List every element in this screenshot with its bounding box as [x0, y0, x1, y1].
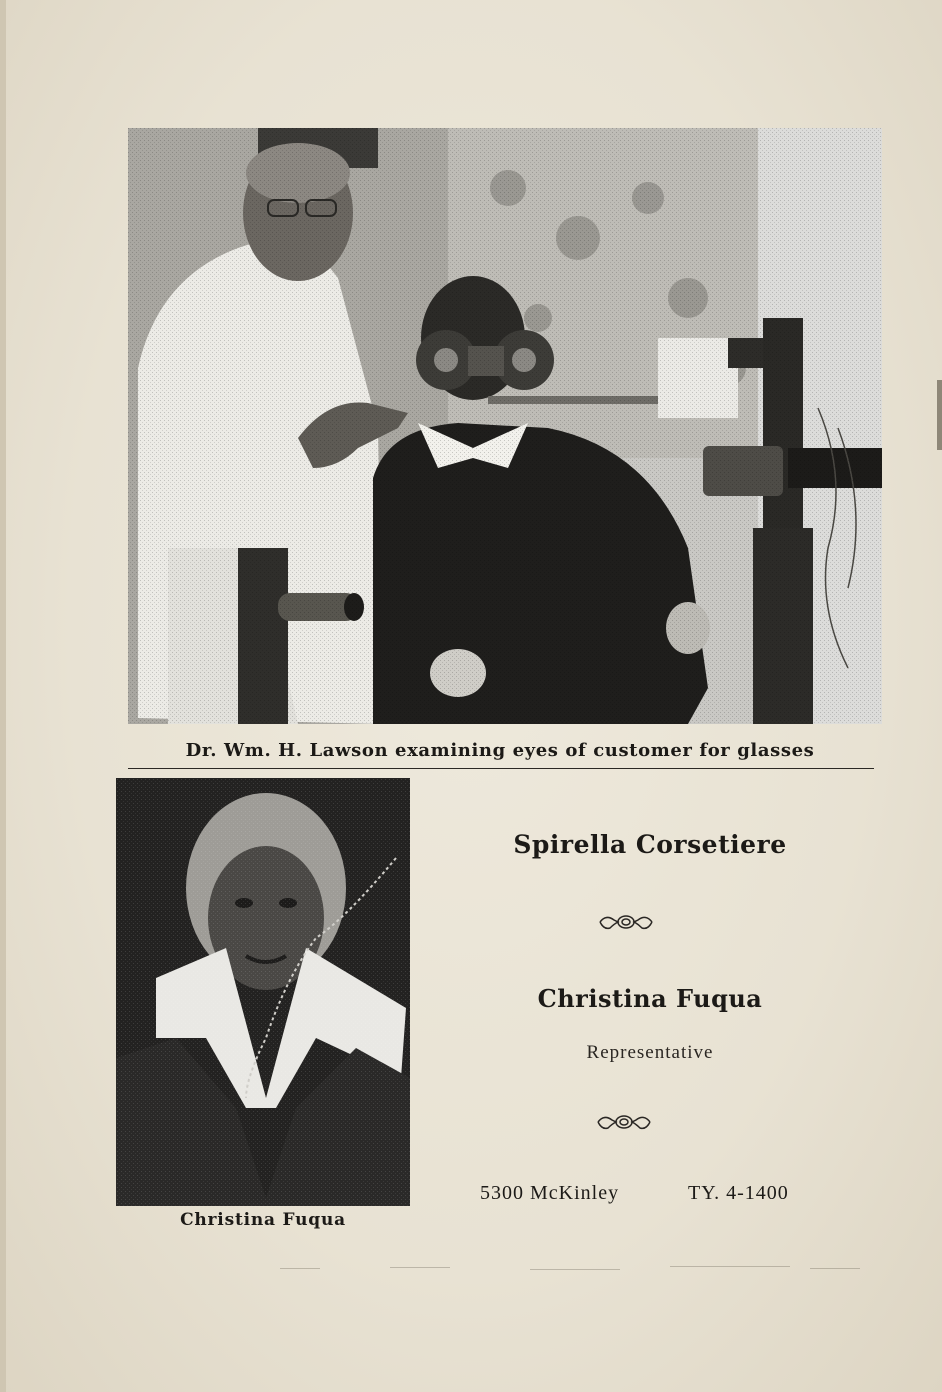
- portrait-caption: Christina Fuqua: [180, 1210, 346, 1230]
- ornament-icon: [594, 1112, 654, 1132]
- print-speckle: [270, 1262, 870, 1276]
- eye-exam-caption: Dr. Wm. H. Lawson examining eyes of customer for glasses: [185, 740, 815, 761]
- ad-phone: TY. 4-1400: [688, 1182, 789, 1204]
- eye-exam-photo: [128, 128, 882, 724]
- ad-name: Christina Fuqua: [537, 984, 763, 1013]
- ad-title: Spirella Corsetiere: [513, 830, 787, 859]
- divider-rule: [128, 768, 874, 769]
- binding-mark: [937, 380, 942, 450]
- ad-role: Representative: [586, 1042, 714, 1063]
- ad-address: 5300 McKinley: [480, 1182, 620, 1204]
- ornament-icon: [596, 912, 656, 932]
- portrait-photo: [116, 778, 410, 1206]
- paper-edge: [0, 0, 6, 1392]
